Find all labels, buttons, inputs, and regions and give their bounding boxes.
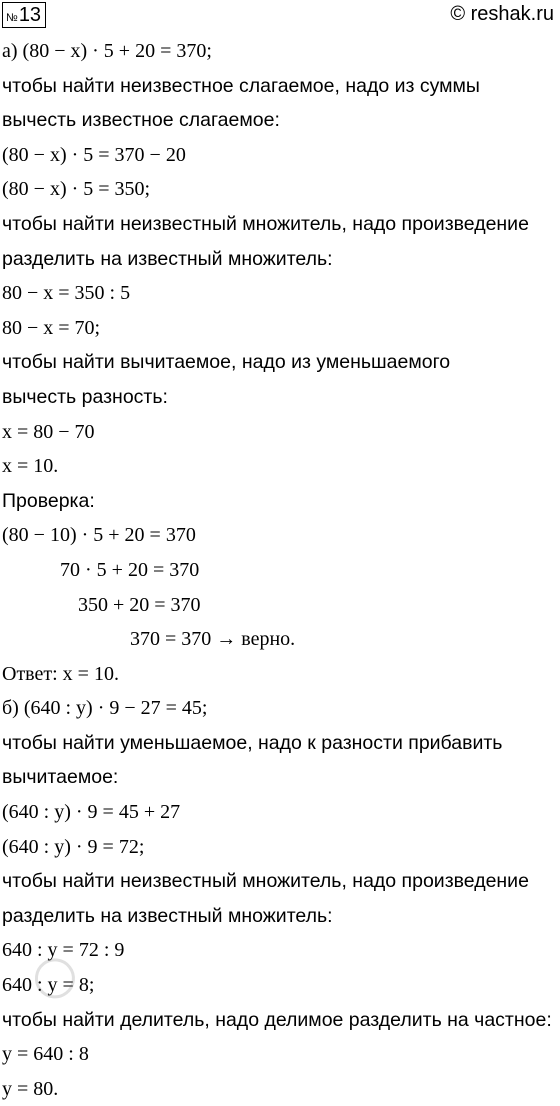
equation-step: y = 80. [2, 1077, 59, 1100]
check-step: 350 + 20 = 370 [78, 593, 201, 616]
rule-text: вычесть известное слагаемое: [2, 109, 280, 132]
check-result: 370 = 370 → верно. [130, 628, 296, 651]
equation-step: x = 80 − 70 [2, 420, 95, 443]
equation-step: (640 : y) · 9 = 45 + 27 [2, 801, 181, 824]
rule-text: чтобы найти неизвестное слагаемое, надо из суммы [2, 74, 480, 97]
equation-step: 640 : y = 8; [2, 974, 95, 997]
answer-a: Ответ: x = 10. [2, 662, 119, 685]
rule-text: разделить на известный множитель: [2, 247, 333, 270]
equation-step: 80 − x = 70; [2, 316, 101, 339]
rule-text: чтобы найти уменьшаемое, надо к разности прибавить [2, 731, 503, 754]
solution-content [0, 34, 560, 1106]
equation-step: (640 : y) · 9 = 72; [2, 835, 145, 858]
rule-text: вычесть разность: [2, 385, 168, 408]
equation-b: б) (640 : y) · 9 − 27 = 45; [2, 697, 208, 720]
rule-text: чтобы найти неизвестный множитель, надо произведение [2, 870, 529, 893]
rule-text: чтобы найти делитель, надо делимое разделить на частное: [2, 1008, 552, 1031]
header [0, 0, 560, 34]
equation-a: а) (80 − x) · 5 + 20 = 370; [2, 40, 212, 62]
check-heading: Проверка: [2, 489, 95, 512]
task-number-badge [2, 2, 46, 28]
task-number-sign: № [6, 12, 18, 24]
equation-step: (80 − x) · 5 = 350; [2, 178, 151, 201]
rule-text: чтобы найти вычитаемое, надо из уменьшаемого [2, 351, 451, 374]
copyright-link[interactable]: © reshak.ru [450, 3, 554, 25]
check-step: (80 − 10) · 5 + 20 = 370 [2, 524, 196, 547]
check-step: 70 · 5 + 20 = 370 [60, 558, 200, 581]
rule-text: чтобы найти неизвестный множитель, надо произведение [2, 212, 529, 235]
equation-step: 640 : y = 72 : 9 [2, 939, 125, 962]
task-number-value: 13 [18, 4, 42, 26]
equation-step: x = 10. [2, 455, 59, 478]
equation-step: (80 − x) · 5 = 370 − 20 [2, 143, 186, 166]
equation-step: y = 640 : 8 [2, 1043, 89, 1066]
rule-text: разделить на известный множитель: [2, 904, 333, 927]
rule-text: вычитаемое: [2, 766, 119, 789]
equation-step: 80 − x = 350 : 5 [2, 282, 131, 305]
